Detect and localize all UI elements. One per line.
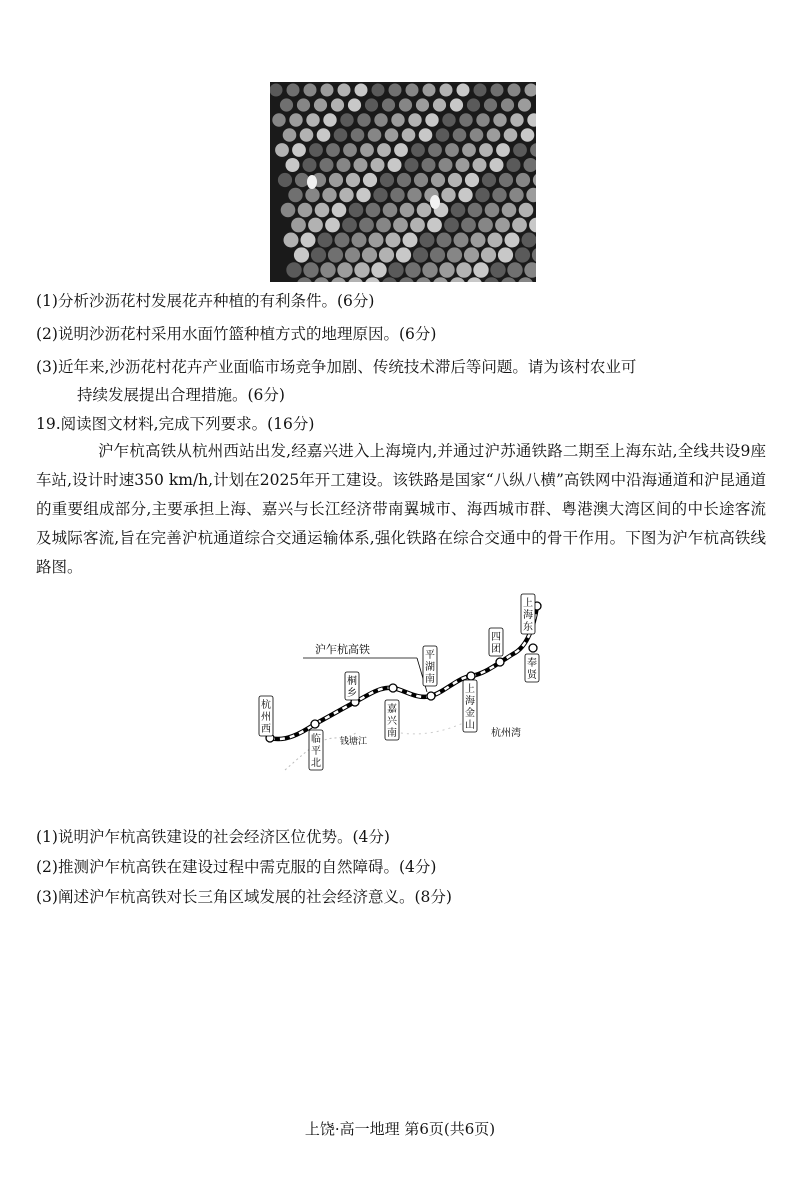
station-marker-linpingbei	[311, 720, 319, 728]
flower-bush	[465, 173, 479, 187]
flower-bush	[348, 98, 361, 111]
flower-bush	[474, 84, 487, 97]
flower-bush	[490, 262, 505, 277]
flower-bush	[339, 188, 353, 202]
q19-paragraph: 沪乍杭高铁从杭州西站出发,经嘉兴进入上海境内,并通过沪苏通铁路二期至上海东站,全线共设9座车站,设计时速350 km/h,计划在2025年开工建设。该铁路是国家“八纵八横”高铁网中沿海通道和沪昆通道的重要组成部分,主要承担上海、嘉兴与长江经济带南翼城市、海西城市群、粤港澳大湾区间的中长途客流及城际客流,旨在完善沪杭通道综合交通运输体系,强化铁路在综合交通中的骨干作用。下图为沪乍杭高铁线路图。	[36, 442, 766, 576]
flower-bush	[512, 218, 527, 233]
station-marker-situan	[529, 644, 537, 652]
flower-bush	[526, 188, 536, 202]
flower-bush	[467, 98, 480, 111]
station-label-0	[259, 696, 273, 736]
flower-bush	[394, 143, 408, 157]
svg-text:上海金山: 上海金山	[465, 684, 475, 731]
flower-bush	[524, 262, 536, 277]
flower-bush	[476, 113, 489, 126]
flower-bush	[356, 188, 370, 202]
flower-bush	[340, 113, 353, 126]
flower-bush	[320, 158, 334, 172]
flower-bush	[444, 218, 459, 233]
worker-figure	[430, 195, 440, 209]
flower-bush	[396, 247, 411, 262]
flower-bush	[416, 98, 429, 111]
flower-bush	[527, 113, 536, 126]
station-marker-pinghunan	[427, 692, 435, 700]
flower-bush	[298, 203, 313, 218]
flower-bush	[331, 277, 347, 282]
flower-bush	[322, 188, 336, 202]
flower-bush	[291, 218, 306, 233]
flower-bush	[332, 203, 347, 218]
svg-text:四团: 四团	[491, 632, 501, 655]
flower-bush	[354, 158, 368, 172]
flower-bush	[479, 143, 493, 157]
flower-bush	[478, 218, 493, 233]
flower-bush	[493, 113, 506, 126]
q18-sub1: (1)分析沙沥花村发展花卉种植的有利条件。(6分)	[36, 292, 375, 310]
station-marker-shanghaijinshan	[467, 672, 475, 680]
flower-bush	[365, 98, 378, 111]
flower-bush	[419, 128, 433, 142]
flower-bush	[389, 84, 402, 97]
flower-bush	[457, 84, 470, 97]
flower-bush	[325, 218, 340, 233]
flower-bush	[413, 247, 428, 262]
flower-bush	[289, 113, 302, 126]
flower-bush	[363, 173, 377, 187]
flower-bush	[525, 84, 537, 97]
flower-bush	[295, 173, 309, 187]
flower-bush	[301, 233, 316, 248]
flower-bush	[328, 247, 343, 262]
flower-bush	[317, 128, 331, 142]
flower-bush	[471, 233, 486, 248]
flower-bush	[532, 247, 536, 262]
flower-bush	[281, 203, 296, 218]
flower-bush	[521, 128, 535, 142]
flower-bush	[456, 158, 470, 172]
flower-bush	[399, 98, 412, 111]
q18-sub3-line2: 持续发展提出合理措施。(6分)	[77, 386, 285, 404]
flower-bush	[377, 143, 391, 157]
flower-bush	[318, 233, 333, 248]
flower-bush	[360, 143, 374, 157]
station-label-7	[525, 654, 539, 682]
flower-bush	[440, 84, 453, 97]
flower-bush	[382, 277, 398, 282]
flower-bush	[484, 277, 500, 282]
flower-bush	[374, 113, 387, 126]
flower-bush	[491, 84, 504, 97]
flower-bush	[501, 277, 517, 282]
flower-bush	[507, 262, 522, 277]
flower-bush	[462, 143, 476, 157]
svg-text:奉贤: 奉贤	[527, 658, 537, 681]
flower-bush	[345, 247, 360, 262]
flower-bush	[461, 218, 476, 233]
flower-bush	[464, 247, 479, 262]
flower-bush	[382, 98, 395, 111]
flower-bush	[314, 98, 327, 111]
flower-bush	[284, 233, 299, 248]
flower-bush	[287, 84, 300, 97]
flower-bush	[431, 173, 445, 187]
flower-bush	[447, 247, 462, 262]
flower-bush	[505, 233, 520, 248]
flower-bush	[309, 143, 323, 157]
flower-bush	[515, 247, 530, 262]
flower-bush	[453, 128, 467, 142]
flower-bush	[492, 188, 506, 202]
flower-bush	[467, 277, 483, 282]
river-label: 钱塘江	[340, 737, 368, 747]
flower-bush	[417, 203, 432, 218]
flower-bush	[388, 158, 402, 172]
station-label-4	[423, 646, 437, 686]
flower-bush	[470, 128, 484, 142]
flower-bush	[278, 173, 292, 187]
flower-bush	[481, 247, 496, 262]
flower-bush	[403, 233, 418, 248]
flower-bush	[294, 247, 309, 262]
flower-bush	[270, 84, 283, 97]
flower-bush	[442, 113, 455, 126]
q19-heading: 19.阅读图文材料,完成下列要求。(16分)	[36, 415, 315, 433]
flower-bush	[334, 128, 348, 142]
flower-bush	[410, 218, 425, 233]
flower-bush	[321, 84, 334, 97]
svg-text:临平北: 临平北	[311, 734, 321, 769]
flower-bush	[372, 84, 385, 97]
flower-bush	[366, 203, 381, 218]
flower-bush	[348, 277, 364, 282]
flower-bush	[451, 203, 466, 218]
flower-bush	[439, 158, 453, 172]
flower-bush	[513, 143, 527, 157]
station-label-8	[521, 594, 535, 634]
flower-bush	[428, 143, 442, 157]
flower-bush	[454, 233, 469, 248]
flower-bush	[355, 84, 368, 97]
flower-bush	[400, 203, 415, 218]
flower-bush	[425, 113, 438, 126]
flower-bush	[437, 233, 452, 248]
flower-bush	[433, 98, 446, 111]
q19-sub1: (1)说明沪乍杭高铁建设的社会经济区位优势。(4分)	[36, 828, 390, 846]
station-marker-fengxian	[496, 658, 504, 666]
flower-bush	[501, 98, 514, 111]
flower-bush	[468, 203, 483, 218]
station-label-3	[385, 700, 399, 740]
flower-bush	[393, 218, 408, 233]
station-label-1	[309, 730, 323, 770]
flower-bush	[297, 98, 310, 111]
flower-bush	[311, 247, 326, 262]
flower-bush	[335, 233, 350, 248]
flower-bush	[373, 188, 387, 202]
flower-bush	[338, 84, 351, 97]
flower-bush	[533, 173, 536, 187]
flower-bush	[407, 188, 421, 202]
flower-bush	[337, 262, 352, 277]
flower-bush	[441, 188, 455, 202]
flower-bush	[380, 173, 394, 187]
flower-bush	[292, 143, 306, 157]
q18-sub3-line1: (3)近年来,沙沥花村花卉产业面临市场竞争加剧、传统技术滞后等问题。请为该村农业可	[36, 358, 637, 376]
flower-bush	[304, 84, 317, 97]
flower-bush	[458, 188, 472, 202]
flower-bush	[368, 128, 382, 142]
flower-bush	[337, 158, 351, 172]
flower-bush	[402, 128, 416, 142]
q19-sub3: (3)阐述沪乍杭高铁对长三角区域发展的社会经济意义。(8分)	[36, 888, 452, 906]
flower-bush	[433, 277, 449, 282]
flower-bush	[473, 158, 487, 172]
flower-bush	[427, 218, 442, 233]
railway-route-map	[245, 592, 575, 772]
flower-bush	[343, 143, 357, 157]
flower-bush	[371, 262, 386, 277]
flower-bush	[320, 262, 335, 277]
q19-sub2: (2)推测沪乍杭高铁在建设过程中需克服的自然障碍。(4分)	[36, 858, 437, 876]
page-footer: 上饶·高一地理 第6页(共6页)	[304, 1120, 496, 1138]
flower-bush	[342, 218, 357, 233]
flower-bush	[423, 84, 436, 97]
flower-bush	[399, 277, 415, 282]
flower-bush	[504, 128, 518, 142]
flower-bush	[420, 233, 435, 248]
flower-bush	[385, 128, 399, 142]
flower-bush	[509, 188, 523, 202]
flower-bush	[303, 262, 318, 277]
flower-bush	[496, 143, 510, 157]
flower-bush	[390, 188, 404, 202]
bay-label: 杭州湾	[491, 728, 521, 739]
flower-bush	[331, 98, 344, 111]
flower-bush	[439, 262, 454, 277]
svg-text:嘉兴南: 嘉兴南	[387, 704, 397, 739]
flower-bush	[436, 128, 450, 142]
flower-bush	[450, 98, 463, 111]
flower-bush	[408, 113, 421, 126]
flower-bush	[315, 203, 330, 218]
flower-bush	[286, 158, 300, 172]
flower-bush	[383, 203, 398, 218]
flower-bush	[459, 113, 472, 126]
worker-figure	[307, 175, 317, 189]
flower-bush	[508, 84, 521, 97]
station-label-5	[463, 680, 477, 732]
flower-bush	[305, 188, 319, 202]
line-label: 沪乍杭高铁	[315, 643, 370, 656]
flower-bush	[502, 203, 517, 218]
flower-bush	[391, 113, 404, 126]
flower-bush	[522, 233, 537, 248]
flower-bush	[314, 277, 330, 282]
flower-bush	[485, 203, 500, 218]
flower-bush	[488, 233, 503, 248]
flower-bush	[308, 218, 323, 233]
flower-bush	[473, 262, 488, 277]
flower-bush	[351, 128, 365, 142]
flower-bush	[456, 262, 471, 277]
flower-bush	[487, 128, 501, 142]
flower-bush	[510, 113, 523, 126]
flower-field-photo	[270, 82, 536, 282]
svg-text:桐乡: 桐乡	[347, 676, 357, 699]
flower-bush	[498, 247, 513, 262]
flower-bush	[405, 158, 419, 172]
flower-bush	[354, 262, 369, 277]
flower-bush	[329, 173, 343, 187]
flower-bush	[490, 158, 504, 172]
flower-bush	[516, 173, 530, 187]
flower-bush	[422, 262, 437, 277]
flower-bush	[300, 128, 314, 142]
station-marker-jiaxingnan	[389, 684, 397, 692]
flower-bush	[519, 203, 534, 218]
flower-bush	[445, 143, 459, 157]
flower-bush	[379, 247, 394, 262]
station-label-6	[489, 628, 503, 656]
flower-bush	[303, 158, 317, 172]
flower-bush	[386, 233, 401, 248]
flower-bush	[448, 173, 462, 187]
flower-bush	[430, 247, 445, 262]
flower-bush	[323, 113, 336, 126]
flower-bush	[405, 262, 420, 277]
flower-bush	[297, 277, 313, 282]
flower-bush	[349, 203, 364, 218]
flower-bush	[376, 218, 391, 233]
flower-bush	[499, 173, 513, 187]
flower-bush	[422, 158, 436, 172]
flower-bush	[450, 277, 466, 282]
flower-bush	[288, 188, 302, 202]
flower-bush	[482, 173, 496, 187]
flower-bush	[397, 173, 411, 187]
flower-bush	[283, 128, 297, 142]
flower-bush	[518, 98, 531, 111]
flower-bush	[495, 218, 510, 233]
flower-bush	[365, 277, 381, 282]
flower-bush	[530, 143, 536, 157]
flower-bush	[414, 173, 428, 187]
flower-bush	[406, 84, 419, 97]
flower-bush	[369, 233, 384, 248]
flower-bush	[484, 98, 497, 111]
svg-text:杭州西: 杭州西	[261, 700, 271, 735]
flower-bush	[352, 233, 367, 248]
station-label-2	[345, 672, 359, 700]
flower-bush	[388, 262, 403, 277]
flower-bush	[529, 218, 536, 233]
flower-bush	[359, 218, 374, 233]
flower-bush	[326, 143, 340, 157]
svg-text:上海东: 上海东	[523, 598, 533, 633]
svg-text:平湖南: 平湖南	[425, 650, 435, 685]
flower-bush	[275, 143, 289, 157]
flower-bush	[524, 158, 537, 172]
flower-bush	[346, 173, 360, 187]
flower-bush	[362, 247, 377, 262]
flower-bush	[518, 277, 534, 282]
flower-bush	[357, 113, 370, 126]
flower-bush	[416, 277, 432, 282]
q18-sub2: (2)说明沙沥花村采用水面竹篮种植方式的地理原因。(6分)	[36, 325, 437, 343]
flower-bush	[411, 143, 425, 157]
flower-bush	[286, 262, 301, 277]
flower-bush	[371, 158, 385, 172]
flower-bush	[475, 188, 489, 202]
flower-bush	[507, 158, 521, 172]
flower-bush	[272, 113, 285, 126]
flower-bush	[306, 113, 319, 126]
flower-bush	[280, 98, 293, 111]
